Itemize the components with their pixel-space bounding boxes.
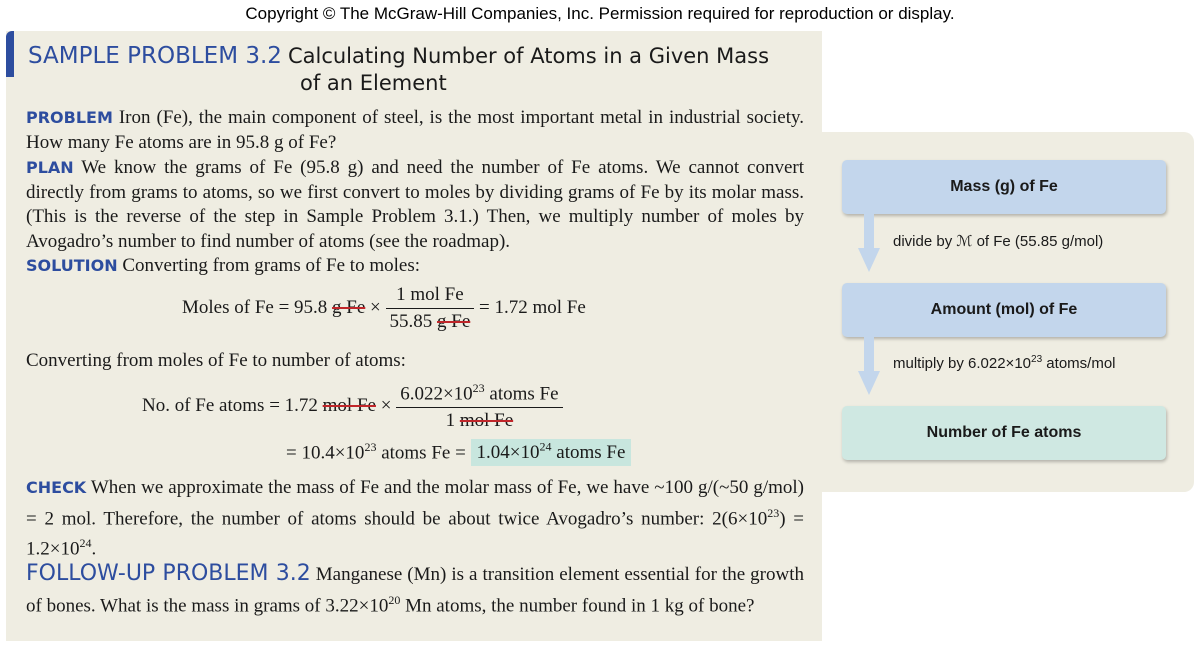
final-answer <box>471 439 632 466</box>
roadmap-box-moles: Amount (mol) of Fe <box>842 283 1166 337</box>
eq2-value: 1.72 <box>284 395 318 417</box>
eq1-den-value: 55.85 <box>389 311 433 332</box>
followup-exp: 20 <box>388 592 401 607</box>
copyright-notice: Copyright © The McGraw-Hill Companies, Inc. Permission required for reproduction or display. <box>245 4 955 23</box>
eq2-num-exp: 23 <box>472 381 485 395</box>
down-arrow-icon <box>858 337 880 395</box>
roadmap-step-multiply <box>893 354 1116 372</box>
check-text3: . <box>91 538 97 560</box>
eq1-equals: = <box>278 296 290 318</box>
down-arrow-icon <box>858 214 880 272</box>
eq2-line2-exp: 23 <box>364 440 377 454</box>
eq1-denominator <box>386 309 475 333</box>
equation-atoms-line2 <box>286 440 631 464</box>
problem-section <box>26 106 804 155</box>
solution-text2: Converting from moles of Fe to number of atoms: <box>26 350 406 371</box>
check-text1: When we approximate the mass of Fe and the molar mass of Fe, we have ~100 g/(~50 g/mol) = 2 mol. Therefore, the number of atoms should be about twice Avogadro’s number: 2(6×10 <box>26 477 804 529</box>
eq1-lhs: Moles of Fe <box>182 296 274 318</box>
check-exp1: 23 <box>767 505 780 520</box>
followup-section <box>26 562 804 618</box>
eq2-times: × <box>380 395 392 417</box>
roadmap-box-mass: Mass (g) of Fe <box>842 160 1166 214</box>
eq2-den-value: 1 <box>445 410 456 432</box>
eq2-cancel-unit: mol Fe <box>322 395 376 417</box>
roadmap-box-atoms: Number of Fe atoms <box>842 406 1166 460</box>
answer-unit: atoms Fe <box>556 442 626 464</box>
title-accent-bar <box>6 31 14 77</box>
eq2-num-base: 6.022×10 <box>400 383 473 405</box>
plan-text: We know the grams of Fe (95.8 g) and need the number of Fe atoms. We cannot convert directly from grams to atoms, so we first convert to moles by dividing grams of Fe by its molar mass. (This is the reverse of the step in Sample Problem 3.1.) Then, we multiply number of moles by Avogadro’s number to find number of atoms (see the roadmap). <box>26 157 804 252</box>
eq1-times: × <box>370 296 381 318</box>
problem-text: Iron (Fe), the main component of steel, is the most important metal in industrial society. How many Fe atoms are in 95.8 g of Fe? <box>26 107 804 153</box>
eq2-line2-unit: atoms Fe = <box>381 442 466 464</box>
problem-title-line1: Calculating Number of Atoms in a Given Mass <box>287 44 770 68</box>
eq2-equals: = <box>269 395 280 417</box>
solution-text: Converting from grams of Fe to moles: <box>122 255 420 276</box>
plan-label: PLAN <box>26 158 74 177</box>
problem-label: PROBLEM <box>26 108 113 127</box>
eq1-value: 95.8 <box>294 296 328 318</box>
problem-number: SAMPLE PROBLEM 3.2 <box>28 43 282 69</box>
step2-base: multiply by 6.022×10 <box>893 355 1032 372</box>
check-exp2: 24 <box>79 536 92 551</box>
plan-section <box>26 156 804 254</box>
answer-exp: 24 <box>539 440 552 454</box>
step2-unit: atoms/mol <box>1042 355 1116 372</box>
answer-base: 1.04×10 <box>476 442 540 464</box>
eq2-fraction <box>396 381 562 432</box>
eq1-result: = 1.72 mol Fe <box>479 296 586 318</box>
equation-moles <box>182 284 586 333</box>
check-label: CHECK <box>26 478 87 497</box>
followup-text2: Mn atoms, the number found in 1 kg of bone? <box>400 594 755 616</box>
problem-title <box>28 43 769 69</box>
equation-atoms <box>142 381 563 432</box>
step2-exp: 23 <box>1031 354 1043 365</box>
eq2-numerator <box>396 381 562 408</box>
eq1-numerator: 1 mol Fe <box>386 284 475 309</box>
followup-label: FOLLOW-UP PROBLEM 3.2 <box>26 561 311 586</box>
problem-title-line2: of an Element <box>300 71 447 95</box>
eq2-denominator <box>396 408 562 432</box>
check-text2: ) = 1.2×10 <box>26 507 804 560</box>
eq1-fraction <box>386 284 475 333</box>
check-section <box>26 476 804 562</box>
eq2-den-cancel-unit: mol Fe <box>459 410 514 432</box>
solution-label: SOLUTION <box>26 256 118 275</box>
followup-text1: Manganese (Mn) is a transition element essential for the growth of bones. What is the mass in grams of 3.22×10 <box>26 564 805 616</box>
solution-section <box>26 254 804 279</box>
roadmap-step-divide: divide by ℳ of Fe (55.85 g/mol) <box>893 233 1104 250</box>
eq2-num-unit: atoms Fe <box>489 383 559 405</box>
eq1-cancel-unit: g Fe <box>332 296 366 318</box>
eq2-lhs: No. of Fe atoms <box>142 395 265 417</box>
eq2-line2-prefix: = 10.4×10 <box>286 442 365 464</box>
eq1-den-cancel-unit: g Fe <box>437 311 471 332</box>
